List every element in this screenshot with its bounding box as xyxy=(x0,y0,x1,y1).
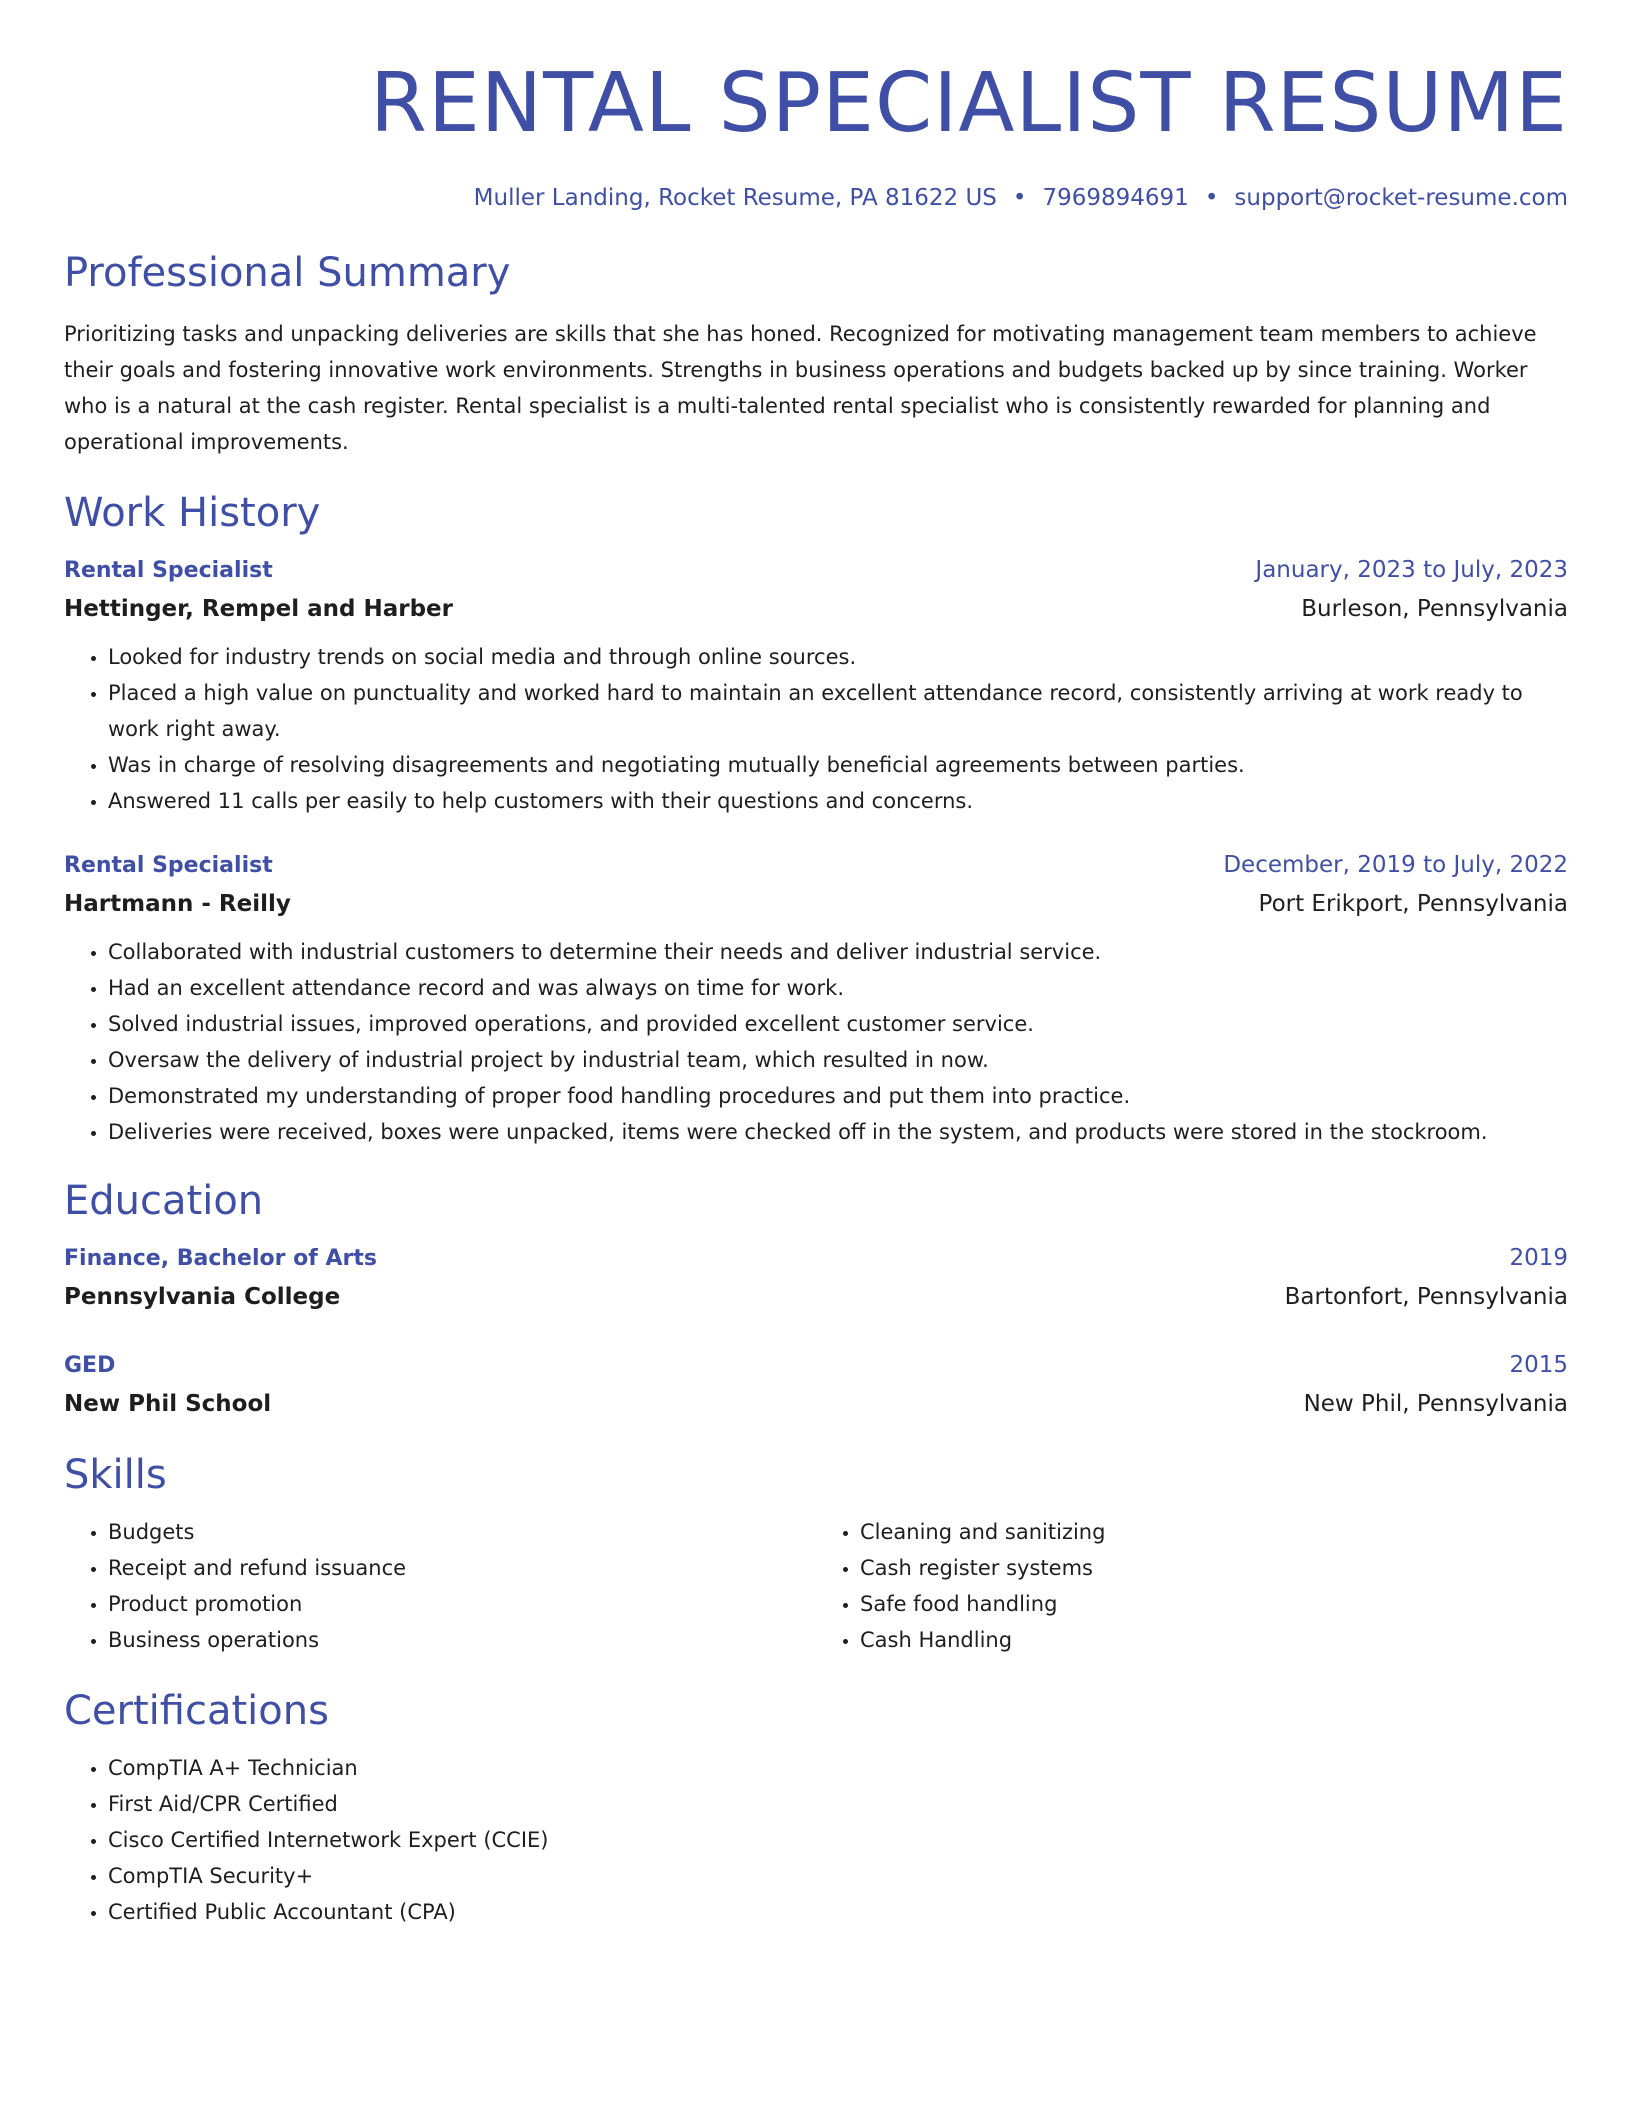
education-header-row xyxy=(64,1240,1568,1277)
education-location: Bartonfort, Pennsylvania xyxy=(1284,1284,1568,1310)
job-bullet: • Oversaw the delivery of industrial project by industrial team, which resulted in now. xyxy=(108,1042,1568,1078)
job-company: Hettinger, Rempel and Harber xyxy=(64,596,453,622)
education-header-row xyxy=(64,1347,1568,1384)
certification-item: • Certified Public Accountant (CPA) xyxy=(108,1894,1568,1930)
job-bullet: • Placed a high value on punctuality and worked hard to maintain an excellent attendance record, consistently arriving at work ready to work right away. xyxy=(108,675,1568,747)
job-header-row xyxy=(64,552,1568,589)
certifications-section xyxy=(64,1686,1568,1930)
certifications-list xyxy=(64,1750,1568,1930)
skill-item: • Cash register systems xyxy=(860,1550,1568,1586)
contact-email: support@rocket-resume.com xyxy=(1234,185,1568,211)
job-dates: December, 2019 to July, 2022 xyxy=(1223,852,1568,878)
skills-section xyxy=(64,1450,1568,1658)
work-history-section xyxy=(64,488,1568,1150)
education-degree: Finance, Bachelor of Arts xyxy=(64,1246,377,1271)
job-title: Rental Specialist xyxy=(64,558,273,583)
education-section xyxy=(64,1176,1568,1424)
certification-item: • Cisco Certified Internetwork Expert (CCIE) xyxy=(108,1822,1568,1858)
job-bullet: • Had an excellent attendance record and was always on time for work. xyxy=(108,970,1568,1006)
education-school-row xyxy=(64,1384,1568,1424)
section-heading-skills: Skills xyxy=(64,1452,167,1498)
section-heading-certifications: Certifications xyxy=(64,1688,329,1734)
skill-item: • Business operations xyxy=(108,1622,816,1658)
job-location: Port Erikport, Pennsylvania xyxy=(1258,891,1568,917)
skill-item: • Cleaning and sanitizing xyxy=(860,1514,1568,1550)
job-entry xyxy=(64,552,1568,819)
job-bullets xyxy=(64,934,1568,1150)
summary-section xyxy=(64,248,1568,460)
job-title: Rental Specialist xyxy=(64,853,273,878)
education-school-row xyxy=(64,1277,1568,1317)
education-school: New Phil School xyxy=(64,1391,272,1417)
skill-item: • Receipt and refund issuance xyxy=(108,1550,816,1586)
section-heading-work-history: Work History xyxy=(64,490,321,536)
certification-item: • CompTIA A+ Technician xyxy=(108,1750,1568,1786)
summary-text: Prioritizing tasks and unpacking deliveries are skills that she has honed. Recognized for motivating management team members to achieve their goals and fostering innovative work environments. Strengths in business operations and budgets backed up by since training. Worker who is a natural at the cash register. Rental specialist is a multi-talented rental specialist who is consistently rewarded for planning and operational improvements. xyxy=(64,322,1537,454)
skills-grid xyxy=(64,1514,1568,1658)
skill-item: • Budgets xyxy=(108,1514,816,1550)
section-heading-summary: Professional Summary xyxy=(64,250,511,296)
education-location: New Phil, Pennsylvania xyxy=(1303,1391,1568,1417)
job-bullet: • Solved industrial issues, improved operations, and provided excellent customer service. xyxy=(108,1006,1568,1042)
skills-list-right xyxy=(816,1514,1568,1658)
contact-separator: • xyxy=(1012,185,1027,211)
job-company-row xyxy=(64,589,1568,629)
certification-item: • CompTIA Security+ xyxy=(108,1858,1568,1894)
job-location: Burleson, Pennsylvania xyxy=(1301,596,1568,622)
job-bullet: • Answered 11 calls per easily to help customers with their questions and concerns. xyxy=(108,783,1568,819)
skill-item: • Cash Handling xyxy=(860,1622,1568,1658)
section-heading-education: Education xyxy=(64,1178,264,1224)
contact-address: Muller Landing, Rocket Resume, PA 81622 US xyxy=(473,185,997,211)
education-school: Pennsylvania College xyxy=(64,1284,341,1310)
job-company-row xyxy=(64,884,1568,924)
job-bullet: • Deliveries were received, boxes were unpacked, items were checked off in the system, and products were stored in the stockroom. xyxy=(108,1114,1568,1150)
education-year: 2015 xyxy=(1509,1352,1568,1378)
job-company: Hartmann - Reilly xyxy=(64,891,291,917)
job-bullet: • Collaborated with industrial customers to determine their needs and deliver industrial service. xyxy=(108,934,1568,970)
education-year: 2019 xyxy=(1509,1245,1568,1271)
job-bullet: • Was in charge of resolving disagreements and negotiating mutually beneficial agreements between parties. xyxy=(108,747,1568,783)
education-entry xyxy=(64,1347,1568,1424)
skill-item: • Safe food handling xyxy=(860,1586,1568,1622)
contact-separator: • xyxy=(1204,185,1219,211)
job-header-row xyxy=(64,847,1568,884)
job-bullet: • Demonstrated my understanding of proper food handling procedures and put them into practice. xyxy=(108,1078,1568,1114)
job-dates: January, 2023 to July, 2023 xyxy=(1255,557,1568,583)
contact-phone: 7969894691 xyxy=(1042,185,1189,211)
education-entry xyxy=(64,1240,1568,1317)
contact-line xyxy=(64,182,1568,214)
certification-item: • First Aid/CPR Certified xyxy=(108,1786,1568,1822)
skill-item: • Product promotion xyxy=(108,1586,816,1622)
skills-list-left xyxy=(64,1514,816,1658)
resume-title: RENTAL SPECIALIST RESUME xyxy=(369,56,1568,151)
job-bullet: • Looked for industry trends on social media and through online sources. xyxy=(108,639,1568,675)
education-degree: GED xyxy=(64,1353,116,1378)
job-bullets xyxy=(64,639,1568,819)
job-entry xyxy=(64,847,1568,1150)
